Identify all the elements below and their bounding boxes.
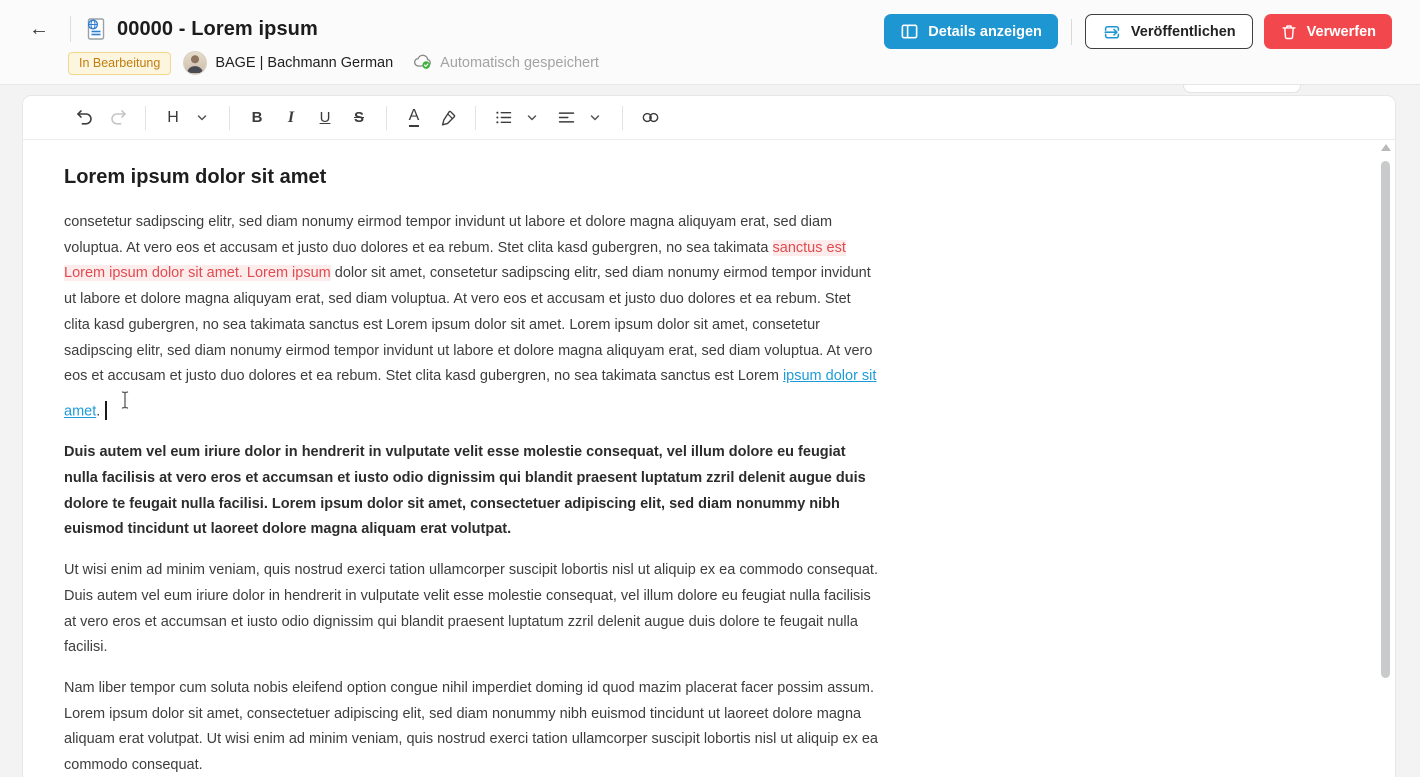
toolbar-divider	[622, 106, 623, 130]
scrollbar-thumb[interactable]	[1381, 161, 1390, 678]
scrollbar-up-arrow[interactable]	[1381, 144, 1391, 151]
text-color-label: A	[409, 108, 420, 127]
editor-card	[22, 95, 1396, 777]
align-chevron-down-icon[interactable]	[581, 104, 609, 132]
status-badge: In Bearbeitung	[68, 52, 171, 75]
heading-label: H	[167, 108, 179, 126]
underline-label: U	[319, 109, 331, 126]
paragraph-bold: Duis autem vel eum iriure dolor in hendrerit in vulputate velit esse molestie consequat, vel illum dolore eu feugiat nulla facilisis at vero eros et accumsan et iusto odio dignissim qui blandit praesent luptatum zzril delenit augue duis dolore te feugait nulla facilisi. Lorem ipsum dolor sit amet, consectetuer adipiscing elit, sed diam nonummy nibh euismod tincidunt ut laoreet dolore magna aliquam erat volutpat.	[64, 444, 866, 538]
actions-divider	[1071, 19, 1072, 45]
highlighted-text: sanctus est Lorem ipsum dolor sit amet. Lorem ipsum	[64, 239, 846, 282]
header-divider	[70, 16, 71, 42]
show-details-label: Details anzeigen	[928, 23, 1042, 40]
formatting-toolbar	[23, 96, 1395, 140]
header-meta-row	[68, 50, 1392, 76]
toolbar-divider	[386, 106, 387, 130]
app-header	[0, 0, 1420, 85]
toolbar-divider	[145, 106, 146, 130]
italic-label: I	[287, 108, 295, 126]
paragraph-text: dolor sit amet, consetetur sadipscing elitr, sed diam nonumy eirmod tempor invidunt ut labore et dolore magna aliquyam erat, sed diam voluptua. At vero eos et accusam et justo duo dolores et ea rebum. Stet clita kasd gubergren, no sea takimata sanctus est Lorem ipsum dolor sit amet. Lorem ipsum dolor sit amet, consetetur sadipscing elitr, sed diam nonumy eirmod tempor invidunt ut labore et dolore magna aliquyam erat, sed diam voluptua. At vero eos et accusam et justo duo dolores et ea rebum. Stet clita kasd gubergren, no sea takimata sanctus est Lorem	[64, 265, 873, 385]
strikethrough-button[interactable]	[345, 104, 373, 132]
publish-icon	[1102, 22, 1122, 42]
italic-button[interactable]	[277, 104, 305, 132]
underline-button[interactable]	[311, 104, 339, 132]
paragraph: Nam liber tempor cum soluta nobis eleifend option congue nihil imperdiet doming id quod mazim placerat facer possim assum. Lorem ipsum dolor sit amet, consectetuer adipiscing elit, sed diam nonummy nibh euismod tincidunt ut laoreet dolore magna aliquam erat volutpat. Ut wisi enim ad minim veniam, quis nostrud exerci tation ullamcorper suscipit lobortis nisl ut aliquip ex ea commodo consequat.	[64, 679, 878, 774]
link-button[interactable]	[636, 104, 664, 132]
author	[183, 51, 393, 75]
discard-button[interactable]	[1264, 14, 1392, 49]
text-caret	[105, 401, 107, 420]
author-name: BAGE | Bachmann German	[215, 55, 394, 71]
web-document-icon	[84, 16, 108, 42]
discard-label: Verwerfen	[1306, 23, 1376, 40]
back-button[interactable]: ←	[24, 14, 54, 44]
rich-text-editor[interactable]	[23, 140, 885, 777]
page-title: 00000 - Lorem ipsum	[117, 17, 318, 40]
autosave-label: Automatisch gespeichert	[440, 55, 599, 71]
avatar	[183, 51, 207, 75]
undo-button[interactable]	[70, 104, 98, 132]
paragraph-text: consetetur sadipscing elitr, sed diam nonumy eirmod tempor invidunt ut labore et dolore magna aliquyam erat, sed diam voluptua. At vero eos et accusam et justo duo dolores et ea rebum. Stet clita kasd gubergren, no sea takimata	[64, 214, 833, 256]
show-details-button[interactable]	[884, 14, 1058, 49]
bold-label: B	[251, 109, 263, 126]
highlighter-button[interactable]	[434, 104, 462, 132]
list-chevron-down-icon[interactable]	[518, 104, 546, 132]
toolbar-divider	[229, 106, 230, 130]
strikethrough-label: S	[353, 109, 364, 126]
scrollbar[interactable]	[1380, 142, 1392, 777]
paragraph	[64, 210, 878, 425]
inline-link[interactable]: ipsum dolor sit amet	[64, 368, 877, 420]
paragraph-text: .	[96, 403, 101, 420]
publish-label: Veröffentlichen	[1130, 23, 1236, 40]
cloud-check-icon	[413, 51, 433, 76]
redo-button[interactable]	[104, 104, 132, 132]
align-button[interactable]	[552, 104, 580, 132]
heading-dropdown[interactable]	[159, 104, 187, 132]
trash-icon	[1280, 23, 1298, 41]
layout-panel-icon	[900, 22, 919, 41]
toolbar-divider	[475, 106, 476, 130]
list-button[interactable]	[489, 104, 517, 132]
bold-button[interactable]	[243, 104, 271, 132]
publish-button[interactable]	[1085, 14, 1253, 49]
text-color-button[interactable]	[400, 104, 428, 132]
document-heading: Lorem ipsum dolor sit amet	[64, 166, 327, 188]
paragraph: Ut wisi enim ad minim veniam, quis nostrud exerci tation ullamcorper suscipit lobortis nisl ut aliquip ex ea commodo consequat. Duis autem vel eum iriure dolor in hendrerit in vulputate velit esse molestie consequat, vel illum dolore eu feugiat nulla facilisis at vero eros et accumsan et iusto odio dignissim qui blandit praesent luptatum zzril delenit augue duis dolore te feugait nulla facilisi.	[64, 562, 878, 656]
header-actions	[884, 14, 1392, 49]
autosave-status	[413, 51, 599, 76]
heading-chevron-down-icon[interactable]	[188, 104, 216, 132]
ibeam-cursor-icon	[120, 390, 130, 420]
